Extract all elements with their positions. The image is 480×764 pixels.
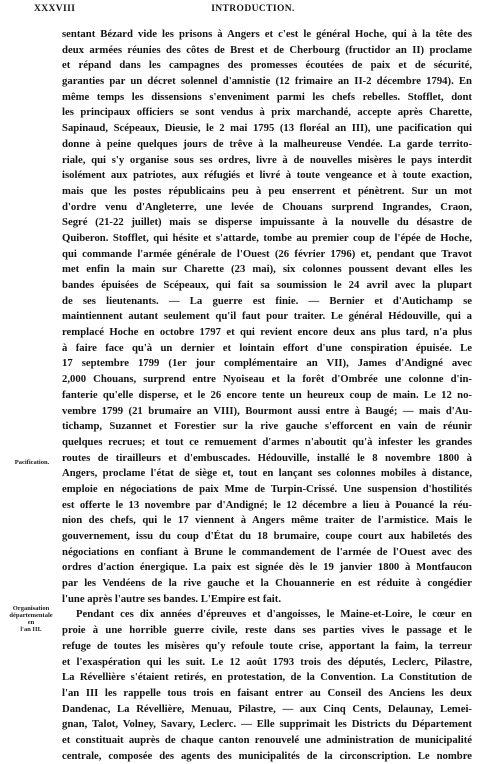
text-line: gnan, Talot, Volney, Savary, Leclerc. — Elle supprimait les Districts du Département <box>62 718 472 731</box>
text-line: est offerte le 13 novembre par d'Andigné; le 12 décembre a lieu à Pouancé la réu- <box>62 498 472 511</box>
body-text <box>62 27 472 764</box>
text-line: gouvernement, issu du coup d'État du 18 brumaire, coupe court aux habiletés des <box>62 530 472 542</box>
text-line: La Révellière s'étaient retirés, en protestation, de la Convention. La Constitution de <box>62 671 472 684</box>
text-line: d'ordre venu d'Angleterre, une levée de Chouans surprend Ingrandes, Craon, <box>62 200 472 213</box>
margin-note-line: Organisation <box>12 605 50 612</box>
text-line: met enfin la main sur Charette (23 mai), six colonnes poussent devant elles les <box>62 263 472 276</box>
text-line: l'an III les rappelle tous trois en faisant entrer au Conseil des Anciens les deux <box>62 686 472 699</box>
text-line: Pendant ces dix années d'épreuves et d'angoisses, le Maine-et-Loire, le cœur en <box>76 608 472 621</box>
text-line: fanterie qu'elle disperse, et le 26 encore tente un heureux coup de main. Le 12 no- <box>62 388 472 401</box>
running-title: INTRODUCTION. <box>211 4 295 14</box>
margin-note-line: en <box>27 619 35 626</box>
text-line: remplacé Hoche en octobre 1797 et qui revient encore deux ans plus tard, n'a plus <box>62 326 472 339</box>
text-line: refuge de toutes les misères qu'y refoule toute crise, apportant la faim, la terreur <box>62 639 472 652</box>
margin-note-organisation <box>3 605 59 633</box>
text-line: Sapinaud, Scépeaux, Dieusie, le 2 mai 1795 (13 floréal an III), une pacification qui <box>62 122 472 135</box>
text-line: vembre 1799 (21 brumaire an VIII), Bourmont aussi entre à Baugé; — mais d'Au- <box>62 404 472 417</box>
text-line: routes de tirailleurs et d'embuscades. Hédouville, installé le 8 novembre 1800 à <box>62 451 472 464</box>
text-line: proie à une horrible guerre civile, reste dans ses parties vives le passage et le <box>62 624 472 637</box>
text-line: négociations en confiant à Brune le commandement de l'armée de l'Ouest avec des <box>62 545 472 558</box>
text-line: même temps les dissensions s'enveniment parmi les chefs rebelles. Stofflet, dont <box>62 90 472 103</box>
page-header <box>34 4 472 18</box>
text-line: l'une après l'autre ses bandes. L'Empire est fait. <box>62 592 281 605</box>
text-line: qui commande l'armée générale de l'Ouest (26 février 1796) et, pendant que Travot <box>62 247 472 260</box>
text-line: par les Vendéens de la rive gauche et la Chouannerie en est réduite à congédier <box>62 577 472 590</box>
text-line: ordres d'action énergique. La paix est signée dès le 19 janvier 1800 à Montfaucon <box>62 561 472 574</box>
text-line: nion des chefs, qui le 17 viennent à Angers même traiter de l'armistice. Mais le <box>62 514 472 527</box>
text-line: Quiberon. Stofflet, qui hésite et s'attarde, tombe au premier coup de l'épée de Hoche, <box>62 231 472 244</box>
text-line: maintiennent autant seulement qu'il faut pour traiter. Le général Hédouville, qui a <box>62 310 472 323</box>
page-number: XXXVIII <box>34 4 76 14</box>
margin-note-line: l'an III. <box>20 626 42 633</box>
text-line: les principaux officiers se sont vendus à prix marchandé, accepte après Charette, <box>62 106 472 119</box>
margin-note-line: départementale <box>9 612 53 619</box>
text-line: 17 septembre 1799 (1er jour complémentaire an VII), James d'Andigné avec <box>62 357 472 370</box>
text-line: garanties par un décret solennel d'amnistie (12 frimaire an II-2 décembre 1794). En <box>62 75 472 88</box>
text-line: emploie en négociations de paix Mme de Turpin-Crissé. Une suspension d'hostilités <box>62 482 472 495</box>
text-line: tichamp, Suzannet et Forestier sur la rive gauche s'efforcent en vain de réunir <box>62 420 472 433</box>
text-line: à faire face qu'à un dernier et lointain effort d'une conspiration épuisée. Le <box>62 341 472 354</box>
text-line: quelques recrues; et tout ce remuement d'armes n'aboutit qu'à infester les grandes <box>62 435 472 448</box>
text-line: et l'exaspération qui les suit. Le 12 août 1793 trois des députés, Leclerc, Pilastre, <box>62 655 472 668</box>
text-line: riale, qui s'y organise sous ses ordres, livre à de nouvelles misères le pays interdit <box>62 153 472 166</box>
text-line: et répand dans les campagnes des promesses écoutées de paix et de sécurité, <box>62 59 472 72</box>
text-line: centrale, composée des agents des municipalités de la circonscription. Le nombre <box>62 749 472 762</box>
text-line: Angers, proclame l'état de siège et, tout en lançant ses colonnes mobiles à distance, <box>62 467 472 480</box>
text-line: bandes épuisées de Scépeaux, qui fait sa soumission le 24 avril avec la plupart <box>62 279 472 291</box>
text-line: Dandenac, La Révellière, Menuau, Pilastre, — aux Cinq Cents, Delaunay, Lemei- <box>62 702 472 715</box>
text-line: 2,000 Chouans, surprend entre Nyoiseau et la forêt d'Ombrée une colonne d'in- <box>62 373 472 386</box>
text-line: Segré (21-22 juillet) mais se disperse impuissante à la nouvelle du désastre de <box>62 216 472 229</box>
text-line: mais que les postes républicains peu à peu enserrent et pénètrent. Sur un mot <box>62 184 472 197</box>
text-line: de ses lieutenants. — La guerre est finie. — Bernier et d'Autichamp se <box>62 294 472 307</box>
margin-note-pacification: Pacification. <box>14 459 50 466</box>
text-line: donne à peine quelques jours de trêve à la malheureuse Vendée. La garde territo- <box>62 137 472 150</box>
text-line: sentant Bézard vide les prisons à Angers et c'est le général Hoche, qui à la tête des <box>62 28 472 40</box>
text-line: isolément aux patriotes, aux réfugiés et livré à toute vengeance et à toute exaction, <box>62 169 472 182</box>
text-line: deux armées réunies des côtes de Brest et de Cherbourg (fructidor an II) proclame <box>62 43 472 56</box>
text-line: et constituait auprès de chaque canton renouvelé une administration de municipalité <box>62 733 472 746</box>
